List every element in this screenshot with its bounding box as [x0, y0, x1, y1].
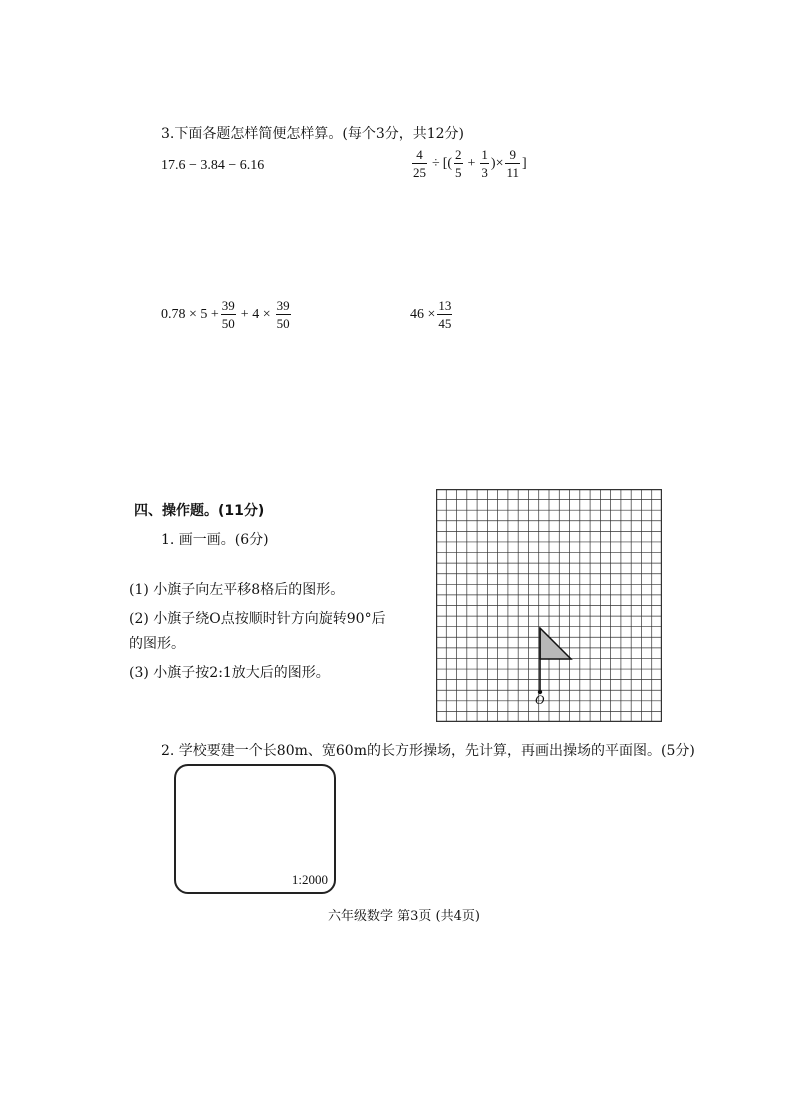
denominator: 5 [455, 165, 462, 180]
problem-1 [161, 158, 264, 174]
fraction [505, 148, 520, 179]
numerator: 4 [416, 147, 423, 162]
numerator: 9 [509, 147, 516, 162]
fraction [221, 299, 236, 330]
numerator: 39 [276, 298, 290, 313]
instruction-3: (3) 小旗子按2:1放大后的图形。 [129, 665, 330, 681]
fraction [454, 148, 463, 179]
instruction-1: (1) 小旗子向左平移8格后的图形。 [129, 582, 345, 598]
bracket: ] [522, 155, 527, 171]
problem-2 [410, 148, 527, 179]
denominator: 45 [438, 316, 452, 331]
operator: + [467, 155, 476, 171]
denominator: 50 [276, 316, 290, 331]
q1-title: 1. 画一画。(6分) [161, 532, 269, 548]
grid-lines [436, 489, 662, 722]
expr-text: 46 × [410, 306, 436, 322]
numerator: 13 [438, 298, 452, 313]
q3-title: 3.下面各题怎样简便怎样算。(每个3分，共12分) [161, 126, 465, 142]
scale-label: 1:2000 [291, 872, 328, 887]
expr-text: 0.78 × 5 + [161, 306, 219, 322]
page-footer: 六年级数学 第3页 (共4页) [328, 909, 480, 924]
section4-title: 四、操作题。(11分) [134, 503, 265, 519]
fraction [437, 299, 452, 330]
bracket: [( [442, 155, 453, 171]
numerator: 1 [481, 147, 488, 162]
denominator: 3 [481, 165, 488, 180]
denominator: 50 [221, 316, 235, 331]
fraction [276, 299, 291, 330]
grid-paper [436, 489, 662, 722]
fraction [480, 148, 489, 179]
denominator: 11 [506, 165, 520, 180]
operator: ÷ [432, 155, 440, 171]
numerator: 2 [455, 147, 462, 162]
problem-4 [410, 299, 454, 330]
fraction [412, 148, 427, 179]
problem-3 [161, 299, 293, 330]
expr-text: + 4 × [240, 306, 271, 322]
problem-1-expr: 17.6 − 3.84 − 6.16 [161, 158, 265, 173]
q2-title: 2. 学校要建一个长80m、宽60m的长方形操场，先计算，再画出操场的平面图。(5分) [161, 743, 695, 759]
denominator: 25 [413, 165, 426, 180]
instruction-2-cont: 的图形。 [129, 636, 185, 652]
point-o-label: O [535, 692, 545, 707]
flag-shape [540, 628, 571, 659]
drawing-box [174, 764, 336, 894]
instruction-2: (2) 小旗子绕O点按顺时针方向旋转90°后 [129, 611, 386, 627]
numerator: 39 [221, 298, 235, 313]
operator: )× [490, 155, 504, 171]
